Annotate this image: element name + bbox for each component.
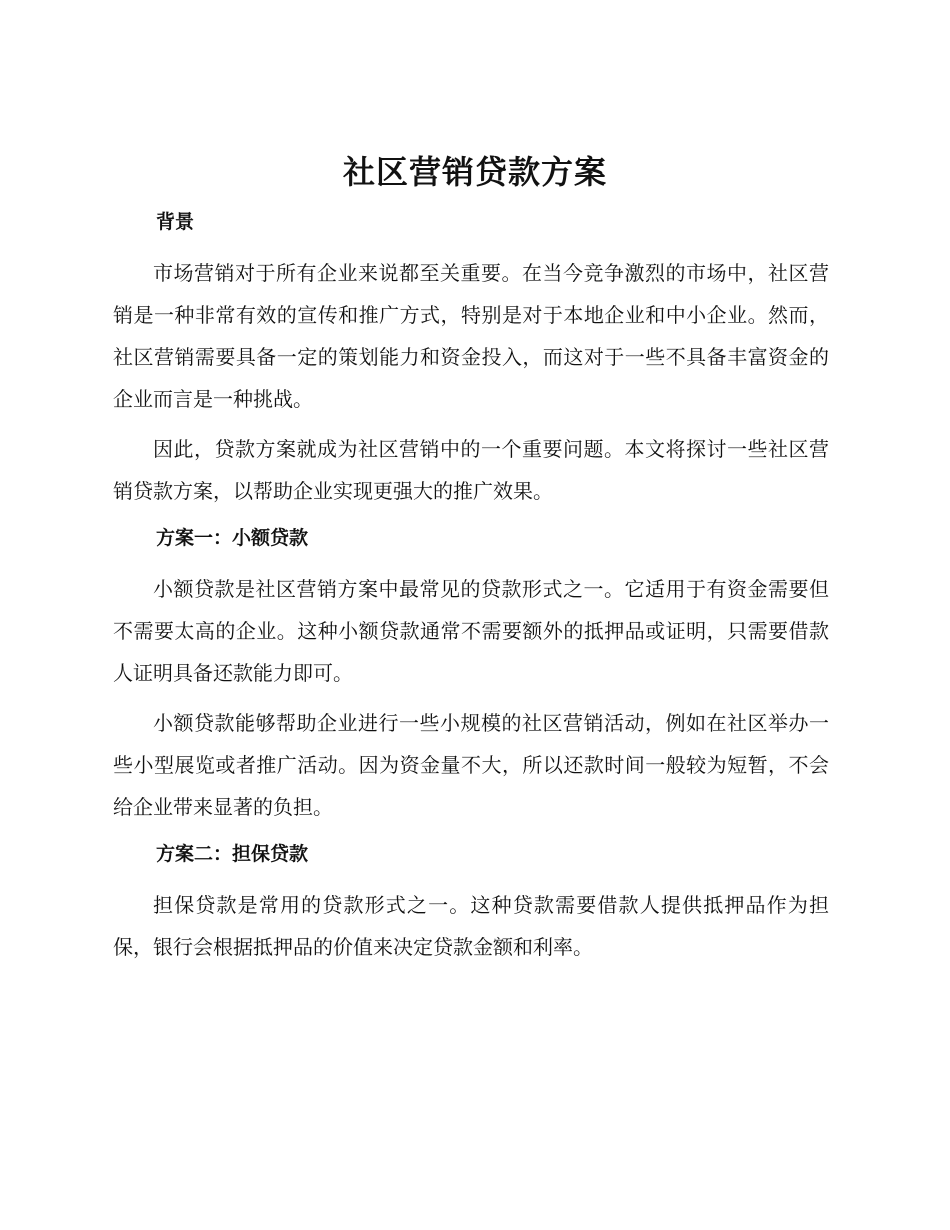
section-plan-two: [113, 834, 829, 968]
section-heading: 方案二：担保贷款: [156, 843, 309, 865]
section-heading: 背景: [156, 211, 195, 233]
section-heading: 方案一：小额贷款: [156, 527, 309, 549]
section-background: [113, 202, 829, 512]
paragraph: 因此，贷款方案就成为社区营销中的一个重要问题。本文将探讨一些社区营销贷款方案，以帮助企业实现更强大的推广效果。: [113, 437, 829, 503]
document-body: [113, 202, 829, 968]
paragraph: 担保贷款是常用的贷款形式之一。这种贷款需要借款人提供抵押品作为担保，银行会根据抵押品的价值来决定贷款金额和利率。: [113, 893, 829, 959]
section-plan-one: [113, 518, 829, 828]
document-title: 社区营销贷款方案: [342, 153, 607, 191]
paragraph: 小额贷款能够帮助企业进行一些小规模的社区营销活动，例如在社区举办一些小型展览或者推广活动。因为资金量不大，所以还款时间一般较为短暂，不会给企业带来显著的负担。: [113, 711, 829, 819]
paragraph: 小额贷款是社区营销方案中最常见的贷款形式之一。它适用于有资金需要但不需要太高的企业。这种小额贷款通常不需要额外的抵押品或证明，只需要借款人证明具备还款能力即可。: [113, 577, 829, 685]
paragraph: 市场营销对于所有企业来说都至关重要。在当今竞争激烈的市场中，社区营销是一种非常有效的宣传和推广方式，特别是对于本地企业和中小企业。然而，社区营销需要具备一定的策划能力和资金投入，而这对于一些不具备丰富资金的企业而言是一种挑战。: [113, 261, 829, 411]
